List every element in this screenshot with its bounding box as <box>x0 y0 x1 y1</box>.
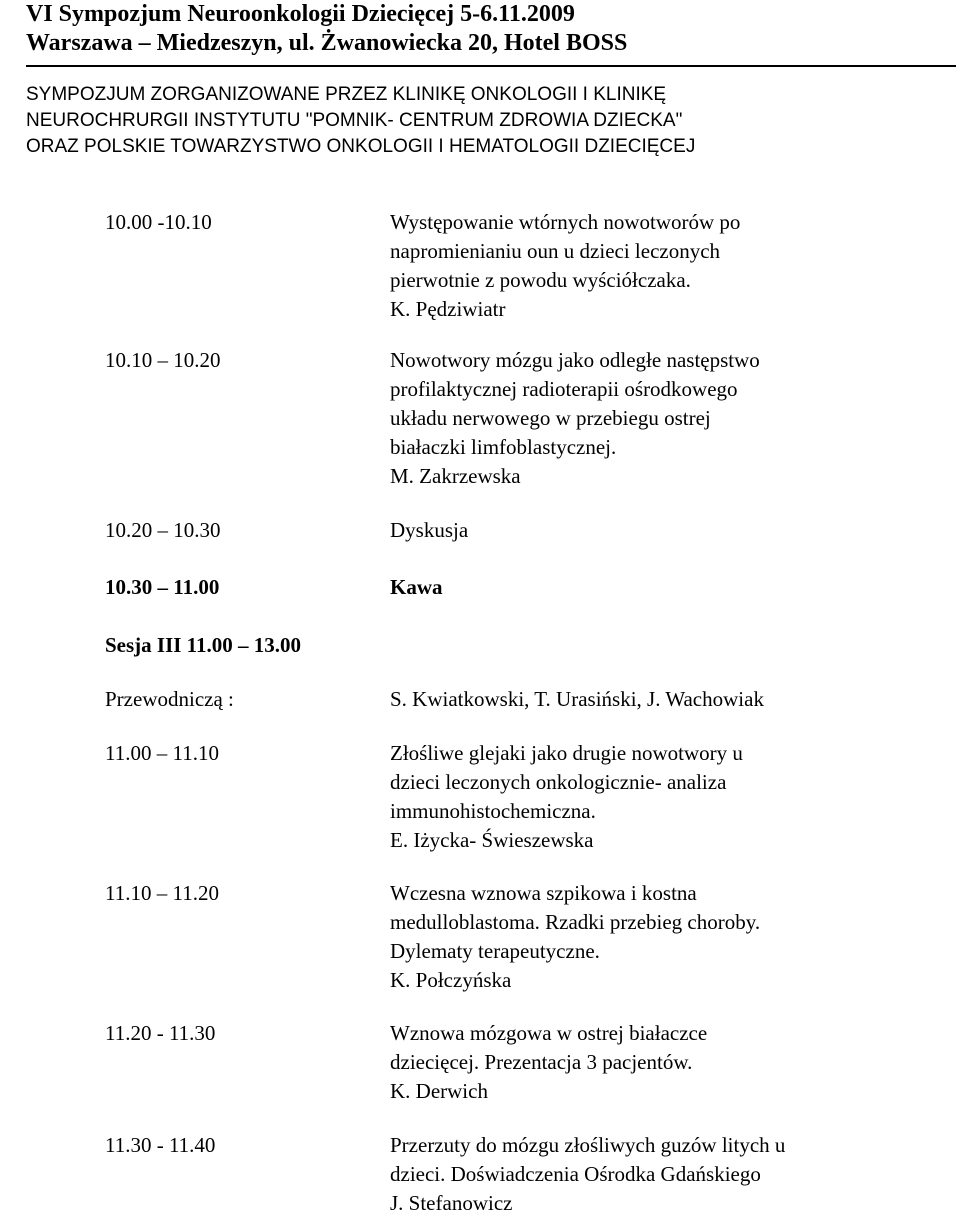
talk-title-line: Wznowa mózgowa w ostrej białaczce <box>390 1021 708 1045</box>
organizers-line: ORAZ POLSKIE TOWARZYSTWO ONKOLOGII I HEMATOLOGII DZIECIĘCEJ <box>26 136 696 157</box>
talk-title-line: pierwotnie z powodu wyściółczaka. <box>390 268 691 292</box>
agenda-content <box>390 346 760 491</box>
talk-title-line: dzieci leczonych onkologicznie- analiza <box>390 770 727 794</box>
agenda-time: 11.10 – 11.20 <box>105 881 219 905</box>
organizers-line: SYMPOZJUM ZORGANIZOWANE PRZEZ KLINIKĘ ONKOLOGII I KLINIKĘ <box>26 84 667 105</box>
speaker-name: M. Zakrzewska <box>390 464 521 488</box>
talk-title-line: Dylematy terapeutyczne. <box>390 939 600 963</box>
organizers-line: NEUROCHRURGII INSTYTUTU "POMNIK- CENTRUM ZDROWIA DZIECKA" <box>26 110 683 131</box>
talk-title-line: układu nerwowego w przebiegu ostrej <box>390 406 711 430</box>
talk-title-line: Złośliwe glejaki jako drugie nowotwory u <box>390 741 743 765</box>
talk-title-line: Występowanie wtórnych nowotworów po <box>390 210 741 234</box>
agenda-content <box>390 739 743 855</box>
organizers-block <box>26 82 956 160</box>
talk-title-line: dziecięcej. Prezentacja 3 pacjentów. <box>390 1050 693 1074</box>
talk-title-line: napromienianiu oun u dzieci leczonych <box>390 239 721 263</box>
agenda-content <box>390 1019 707 1106</box>
agenda-time: 10.10 – 10.20 <box>105 348 221 372</box>
session-title: Sesja III 11.00 – 13.00 <box>105 633 302 657</box>
agenda-content <box>390 208 740 324</box>
agenda-content <box>390 516 468 545</box>
agenda-time: 11.30 - 11.40 <box>105 1133 216 1157</box>
talk-title-line: medulloblastoma. Rzadki przebieg choroby. <box>390 910 761 934</box>
agenda-content <box>390 879 760 995</box>
talk-title-line: profilaktycznej radioterapii ośrodkowego <box>390 377 738 401</box>
speaker-name: K. Derwich <box>390 1079 488 1103</box>
agenda-time: 10.20 – 10.30 <box>105 518 221 542</box>
header-divider <box>26 65 956 67</box>
talk-title-line: Nowotwory mózgu jako odległe następstwo <box>390 348 760 372</box>
coffee-break-label: Kawa <box>390 575 443 599</box>
agenda-time: 10.30 – 11.00 <box>105 575 220 599</box>
agenda-time: 10.00 -10.10 <box>105 210 212 234</box>
venue-line: Warszawa – Miedzeszyn, ul. Żwanowiecka 20, Hotel BOSS <box>26 30 628 56</box>
talk-title-line: Wczesna wznowa szpikowa i kostna <box>390 881 697 905</box>
speaker-name: E. Iżycka- Świeszewska <box>390 828 594 852</box>
agenda-time: 11.20 - 11.30 <box>105 1021 216 1045</box>
talk-title-line: Przerzuty do mózgu złośliwych guzów litych u <box>390 1133 786 1157</box>
agenda-content <box>390 1131 785 1218</box>
discussion-label: Dyskusja <box>390 518 469 542</box>
talk-title-line: białaczki limfoblastycznej. <box>390 435 617 459</box>
speaker-name: K. Pędziwiatr <box>390 297 506 321</box>
speaker-name: K. Połczyńska <box>390 968 512 992</box>
agenda-content <box>390 573 443 602</box>
chairs-names: S. Kwiatkowski, T. Urasiński, J. Wachowiak <box>390 687 764 711</box>
talk-title-line: dzieci. Doświadczenia Ośrodka Gdańskiego <box>390 1162 761 1186</box>
speaker-name: J. Stefanowicz <box>390 1191 513 1215</box>
talk-title-line: immunohistochemiczna. <box>390 799 596 823</box>
symposium-title: VI Sympozjum Neuroonkologii Dziecięcej 5-6.11.2009 <box>26 1 575 27</box>
agenda-time: 11.00 – 11.10 <box>105 741 219 765</box>
document-header <box>26 0 956 58</box>
chairs-label: Przewodniczą : <box>105 687 234 711</box>
